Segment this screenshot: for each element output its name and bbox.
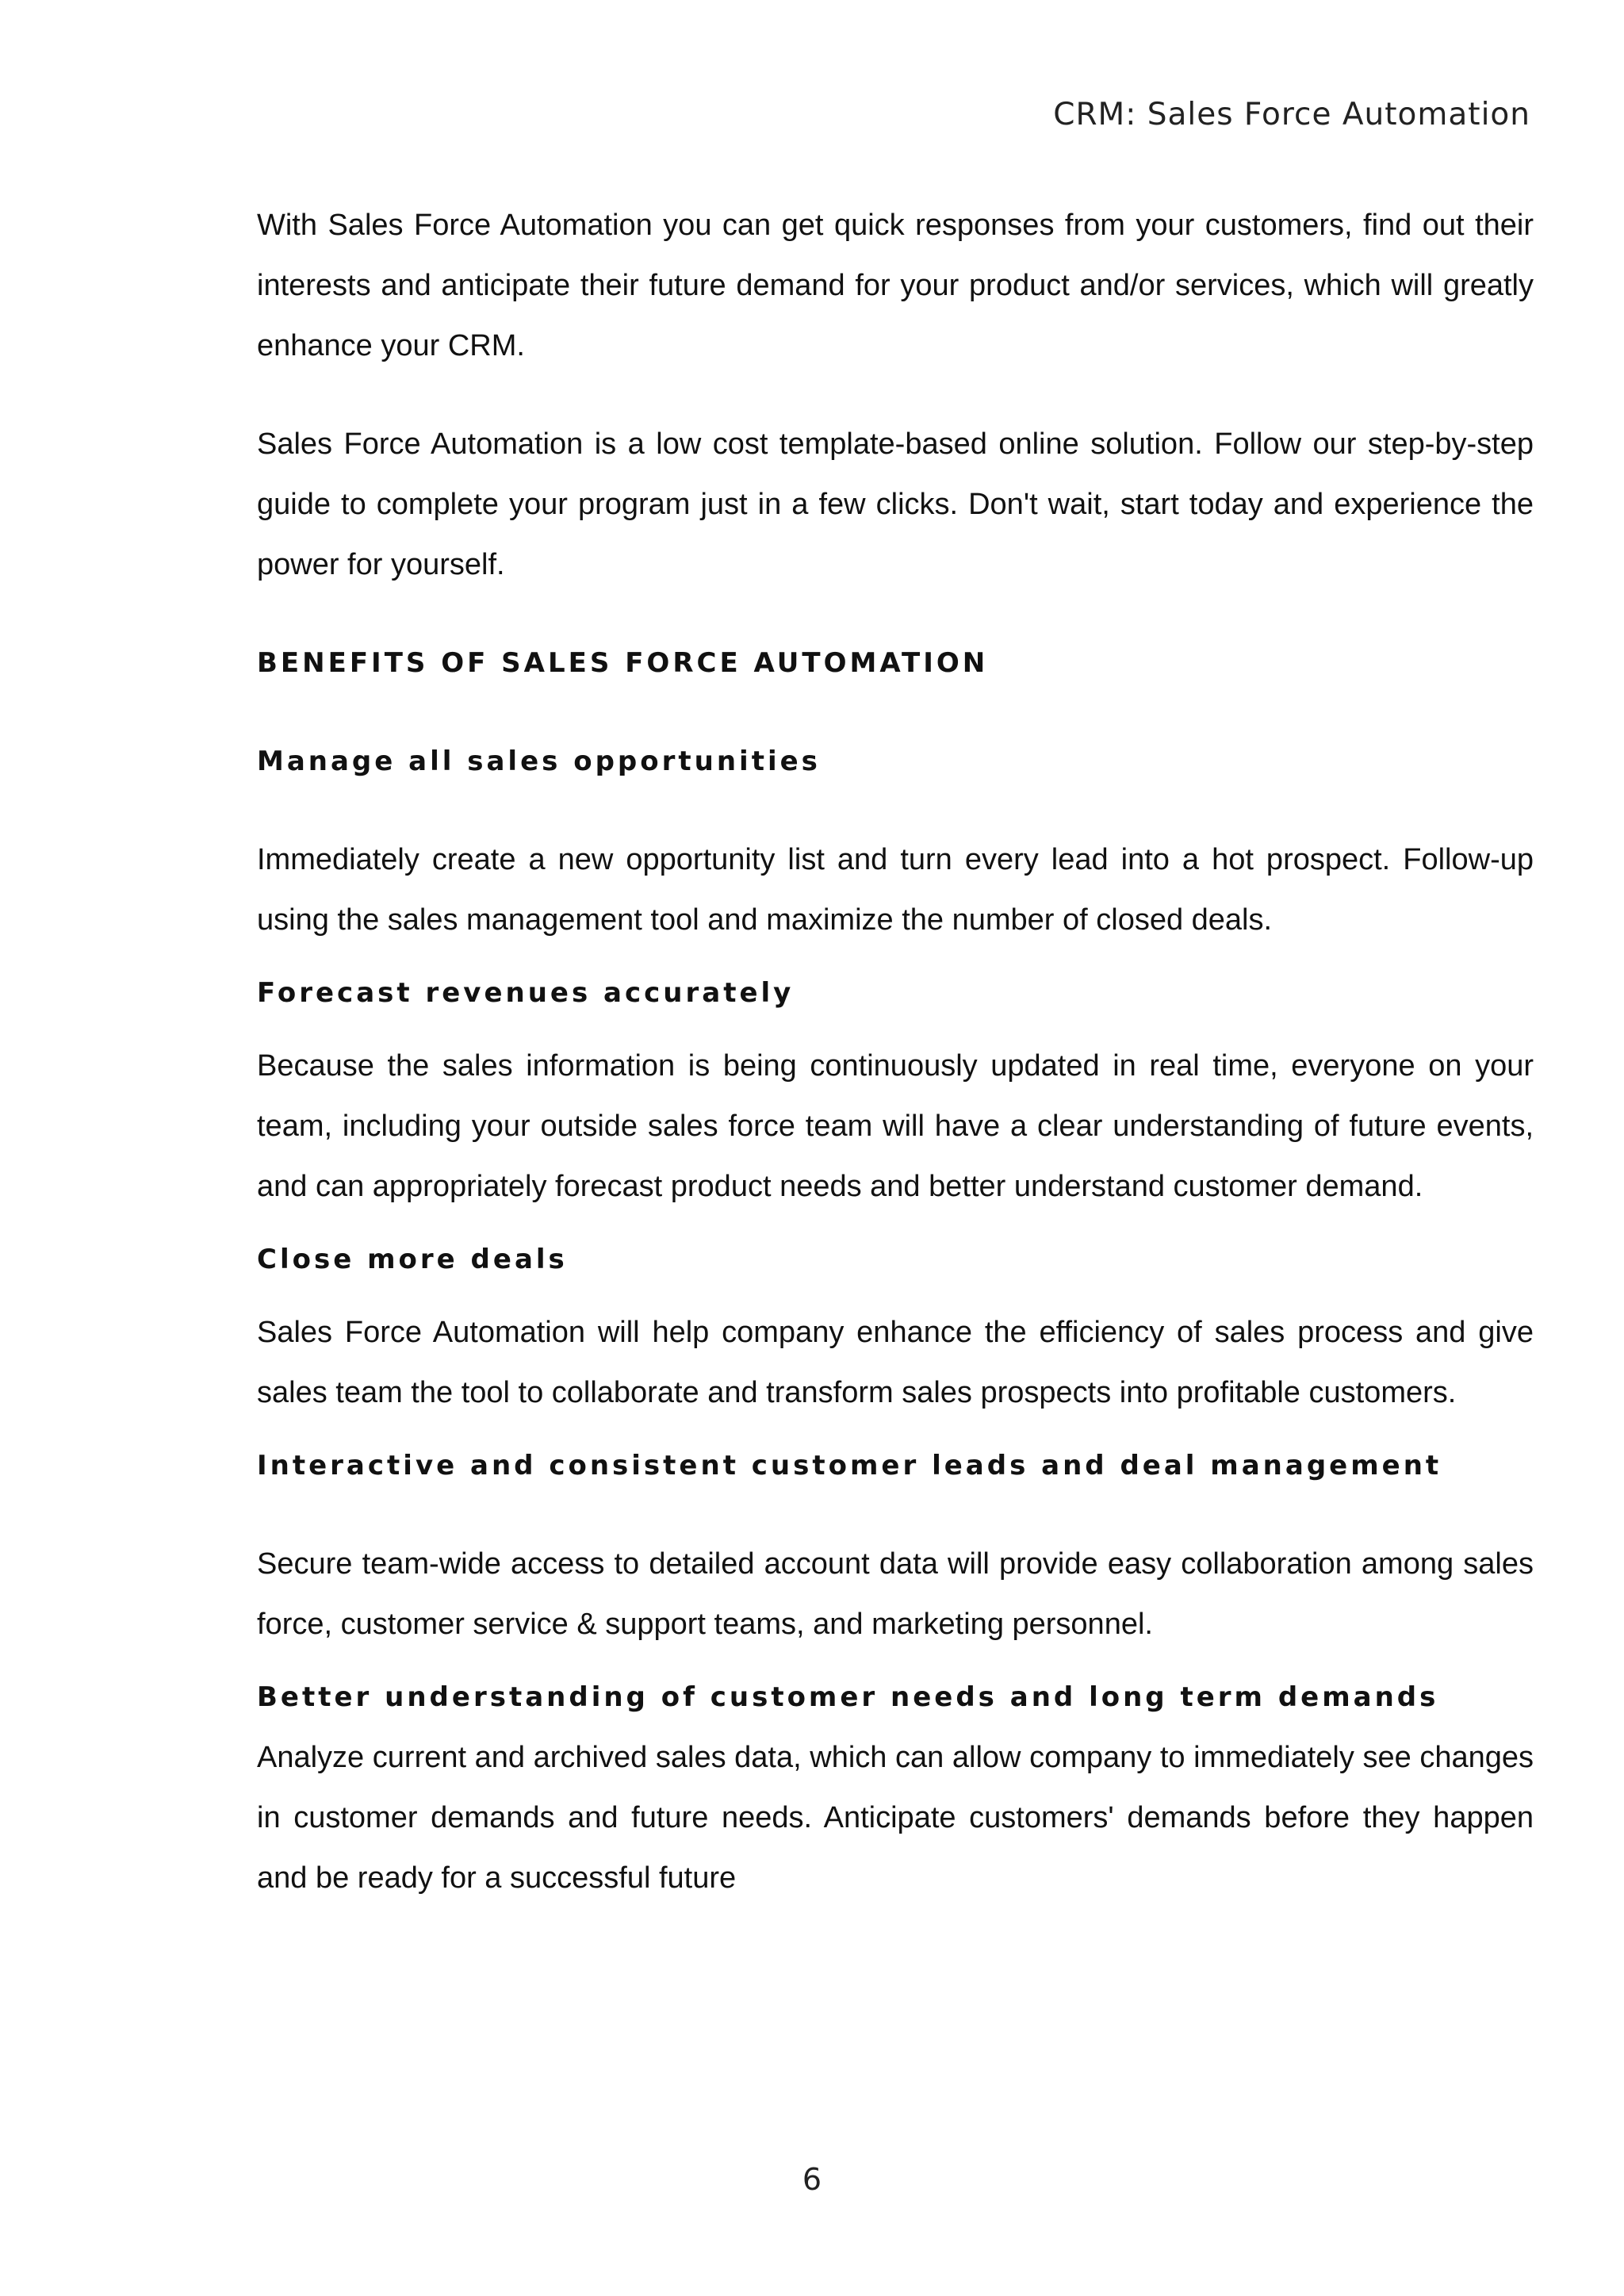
section-title-forecast-revenues: Forecast revenues accurately [257, 977, 795, 1009]
section-body-customer-needs: Analyze current and archived sales data, which can allow company to immediately see changes in customer demands and future needs. Anticipate customers' demands before they happen and be ready for a successful future [257, 1741, 1534, 1895]
page-number: 6 [802, 2162, 822, 2197]
section-title-close-deals: Close more deals [257, 1244, 568, 1275]
section-body-interactive-leads: Secure team-wide access to detailed account data will provide easy collaboration among sales force, customer service & support teams, and marketing personnel. [257, 1547, 1534, 1641]
page-content [257, 195, 1534, 1908]
section-body-close-deals: Sales Force Automation will help company enhance the efficiency of sales process and give sales team the tool to collaborate and transform sales prospects into profitable customers. [257, 1316, 1534, 1409]
section-body-forecast-revenues: Because the sales information is being continuously updated in real time, everyone on your team, including your outside sales force team will have a clear understanding of future events, and can appropriately forecast product needs and better understand customer demand. [257, 1049, 1534, 1203]
running-header: CRM: Sales Force Automation [1053, 97, 1530, 132]
section-title-manage-opportunities: Manage all sales opportunities [257, 746, 821, 777]
section-title-interactive-leads: Interactive and consistent customer leads and deal management [257, 1450, 1442, 1481]
benefits-heading: BENEFITS OF SALES FORCE AUTOMATION [257, 647, 989, 679]
section-body-manage-opportunities: Immediately create a new opportunity list and turn every lead into a hot prospect. Follow-up using the sales management tool and maximize the number of closed deals. [257, 843, 1534, 937]
intro-paragraph-1: With Sales Force Automation you can get quick responses from your customers, find out their interests and anticipate their future demand for your product and/or services, which will greatly enhance your CRM. [257, 209, 1534, 362]
intro-paragraph-2: Sales Force Automation is a low cost template-based online solution. Follow our step-by-step guide to complete your program just in a few clicks. Don't wait, start today and experience the power for yourself. [257, 427, 1534, 581]
section-title-customer-needs: Better understanding of customer needs and long term demands [257, 1681, 1439, 1713]
